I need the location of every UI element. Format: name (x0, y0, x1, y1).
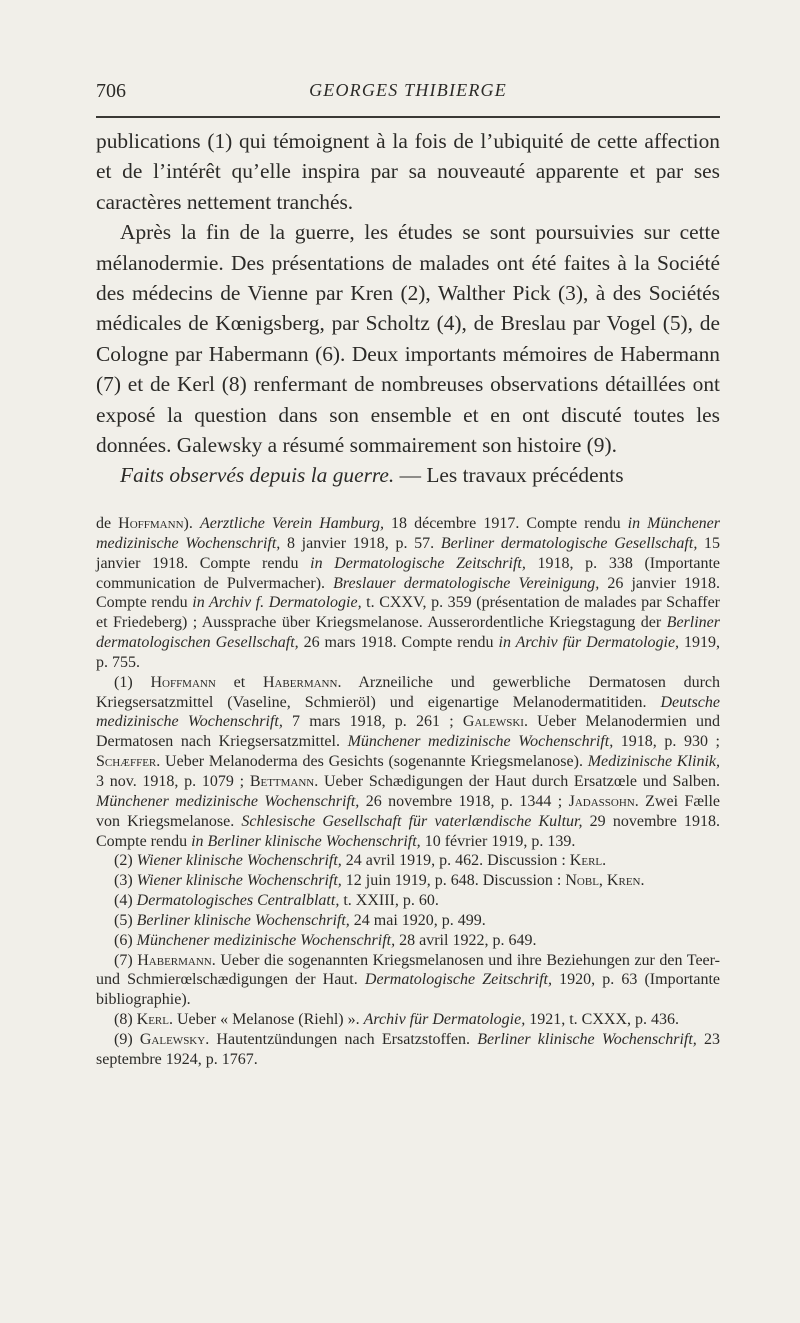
header-rule (96, 116, 720, 118)
text-run: 12 juin 1919, p. 648. Discussion : (341, 872, 566, 890)
text-run: 26 novembre 1918, p. 1344 ; (359, 792, 569, 810)
text-run: et (215, 673, 263, 691)
text-run: . Ueber Melanoderma des Gesichts (sogenannte Kriegsmelanose). (156, 753, 588, 771)
italic-run: in Archiv f. Dermatologie, (192, 594, 362, 612)
author-name: Kerl (569, 852, 603, 870)
text-run: (6) (114, 931, 137, 949)
text-run: de (96, 515, 119, 532)
footnote-4 (96, 891, 720, 911)
text-run: 7 mars 1918, p. 261 ; (282, 713, 463, 731)
text-run: 26 janvier 1918. Compte rendu (96, 574, 720, 612)
text-run: 1921, t. CXXX, p. 436. (525, 1011, 679, 1029)
paragraph-1: publications (1) qui témoignent à la fois de l’ubiquité de cette affection et de l’intérêt qu’elle inspira par sa nouveauté apparente et par ses caractères nettement tranchés. (96, 129, 720, 214)
author-name: Nobl (565, 872, 599, 890)
italic-run: Berliner dermatologischen Gesellschaft, (96, 614, 720, 652)
footnote-1 (96, 673, 720, 852)
text-run: 10 février 1919, p. 139. (420, 832, 576, 850)
text-run: 29 novembre 1918. Compte rendu (96, 812, 721, 850)
author-name: Jadassohn (568, 792, 635, 810)
text-run: . Ueber Melanodermien und Dermatosen nach Kriegsersatzmittel. (96, 713, 720, 751)
text-run: 23 septembre 1924, p. 1767. (96, 1030, 721, 1068)
italic-run: Deutsche medizinische Wochenschrift, (96, 693, 720, 731)
italic-run: in Münchener medizinische Wochenschrift, (96, 515, 721, 552)
text-run: 15 janvier 1918. Compte rendu (96, 534, 721, 572)
author-name: Habermann (137, 951, 212, 969)
footnote-8 (96, 1010, 720, 1030)
running-head: GEORGES THIBIERGE (309, 80, 507, 100)
italic-run: Aerztliche Verein Hamburg, (199, 515, 384, 532)
italic-run: in Dermatologische Zeitschrift, (310, 554, 526, 572)
author-name: Kerl (136, 1011, 169, 1029)
author-name: Hoffmann (150, 673, 216, 691)
text-run: (9) (114, 1030, 140, 1048)
italic-run: Münchener medizinische Wochenschrift, (136, 931, 396, 949)
author-name: Galewski (462, 713, 524, 731)
text-run: (2) (114, 852, 137, 870)
text-run: . Ueber Schædigungen der Haut durch Ersatzœle und Salben. (314, 772, 721, 790)
text-run: . Hautentzündungen nach Ersatzstoffen. (205, 1030, 478, 1048)
page-header (96, 80, 720, 110)
text-run: 1918, p. 930 ; (613, 733, 720, 751)
italic-run: Archiv für Dermatologie, (363, 1011, 526, 1029)
text-run: . Ueber « Melanose (Riehl) ». (169, 1011, 364, 1029)
text-run: 28 avril 1922, p. 649. (395, 931, 537, 949)
italic-run: Dermatologische Zeitschrift, (364, 971, 552, 989)
page-number: 706 (96, 80, 126, 102)
text-run: (5) (114, 911, 137, 929)
main-text (96, 126, 720, 491)
italic-run: Münchener medizinische Wochenschrift, (347, 733, 614, 751)
italic-run: Medizinische Klinik, (587, 753, 720, 771)
italic-run: Wiener klinische Wochenschrift, (136, 852, 342, 870)
text-run: 26 mars 1918. Compte rendu (298, 634, 499, 652)
text-run: ). (183, 515, 200, 532)
text-run: 8 janvier 1918, p. 57. (280, 534, 441, 552)
text-run: 1920, p. 63 (Importante bibliographie). (96, 971, 721, 1009)
text-run: (3) (114, 872, 137, 890)
footnotes (96, 514, 720, 1070)
author-name: Bettmann (249, 772, 315, 790)
italic-run: Berliner klinische Wochenschrift, (477, 1030, 697, 1048)
text-run: 24 mai 1920, p. 499. (349, 911, 486, 929)
text-run: 18 décembre 1917. Compte rendu (383, 515, 628, 532)
text-run: t. XXIII, p. 60. (339, 892, 439, 910)
paragraph-2: Après la fin de la guerre, les études se sont poursuivies sur cette mélanodermie. Des présentations de malades ont été faites à la Société des médecins de Vienne par Kren (2), Walther Pick (3), à des Sociétés médicales de Kœnigsberg, par Scholtz (4), de Breslau par Vogel (5), de Cologne par Habermann (6). Deux importants mémoires de Habermann (7) et de Kerl (8) renfermant de nombreuses observations détaillées ont exposé la question dans son ensemble et en ont discuté toutes les données. Galewsky a résumé sommairement son histoire (9). (96, 220, 720, 458)
text-run: 24 avril 1919, p. 462. Discussion : (341, 852, 570, 870)
footnote-continuation (96, 514, 720, 673)
footnote-7 (96, 951, 720, 1011)
italic-run: Wiener klinische Wochenschrift, (136, 872, 342, 890)
text-run: t. CXXV, p. 359 (présentation de malades par Schaffer et Friedeberg) ; Aussprache über Kriegsmelanose. Ausserordentliche Kriegstagung der (96, 594, 721, 632)
italic-run: in Archiv für Dermatologie, (498, 634, 680, 652)
text-run: 1918, p. 338 (Importante communication de Pulvermacher). (96, 554, 720, 592)
text-run: . Ueber die sogenannten Kriegsmelanosen und ihre Beziehungen zur den Teer-und Schmierœlschædigungen der Haut. (96, 951, 720, 989)
text-run: (7) (114, 951, 138, 969)
italic-run: in Berliner klinische Wochenschrift, (191, 832, 421, 850)
text-run: 3 nov. 1918, p. 1079 ; (96, 772, 250, 790)
author-name: Galewsky (139, 1030, 206, 1048)
author-name: Habermann (262, 673, 338, 691)
text-run: , (598, 872, 607, 890)
footnote-6 (96, 931, 720, 951)
footnote-9 (96, 1030, 720, 1070)
italic-run: Schlesische Gesellschaft für vaterlændische Kultur, (241, 812, 583, 830)
italic-run: Berliner dermatologische Gesellschaft, (440, 534, 698, 552)
paragraph-3-text: — Les travaux précédents (394, 463, 624, 488)
italic-run: Breslauer dermatologische Vereinigung, (333, 574, 600, 592)
author-name: Schæffer (96, 753, 157, 771)
footnote-3 (96, 871, 720, 891)
text-run: . (602, 852, 607, 870)
author-name: Hoffmann (118, 515, 184, 532)
text-run: (1) (114, 673, 151, 691)
author-name: Kren (606, 872, 641, 890)
text-run: (4) (114, 892, 137, 910)
text-run: (8) (114, 1011, 137, 1029)
text-run: . Arzneiliche und gewerbliche Dermatosen durch Kriegsersatzmittel (Vaseline, Schmieröl) und eigenartige Melanodermatitiden. (96, 673, 721, 711)
paragraph-3 (96, 460, 720, 490)
italic-run: Münchener medizinische Wochenschrift, (96, 792, 360, 810)
text-run: . (640, 872, 645, 890)
section-heading: Faits observés depuis la guerre. (120, 463, 395, 488)
text-run: 1919, p. 755. (96, 634, 720, 671)
italic-run: Berliner klinische Wochenschrift, (136, 911, 350, 929)
text-run: . Zwei Fælle von Kriegsmelanose. (96, 792, 721, 830)
footnote-5 (96, 911, 720, 931)
italic-run: Dermatologisches Centralblatt, (136, 892, 340, 910)
footnote-2 (96, 851, 720, 871)
